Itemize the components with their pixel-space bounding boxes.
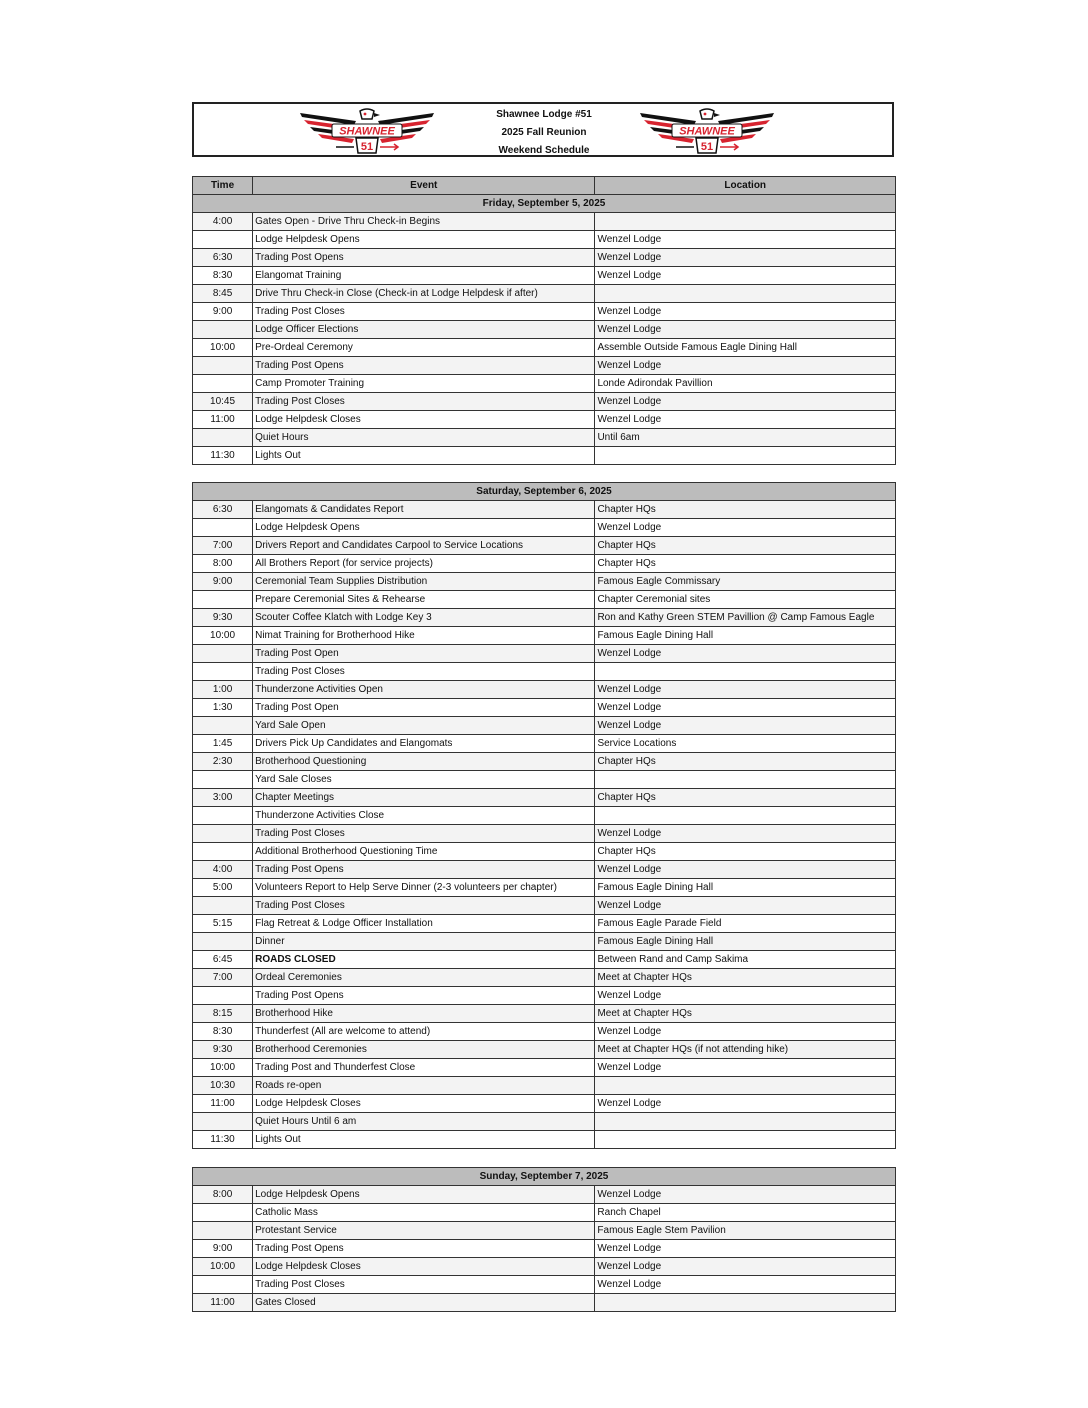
time-cell xyxy=(193,825,253,843)
location-cell xyxy=(595,1113,896,1131)
time-cell: 3:00 xyxy=(193,789,253,807)
time-cell: 9:30 xyxy=(193,609,253,627)
time-cell: 10:45 xyxy=(193,393,253,411)
location-cell: Chapter HQs xyxy=(595,537,896,555)
event-cell: Trading Post Opens xyxy=(253,357,595,375)
event-cell: Roads re-open xyxy=(253,1077,595,1095)
event-cell: Trading Post Closes xyxy=(253,393,595,411)
event-cell: Trading Post Opens xyxy=(253,249,595,267)
event-cell: Lights Out xyxy=(253,1131,595,1149)
schedule-row xyxy=(193,429,896,447)
time-cell xyxy=(193,519,253,537)
event-cell: Trading Post Closes xyxy=(253,897,595,915)
location-cell: Chapter HQs xyxy=(595,555,896,573)
location-cell: Ranch Chapel xyxy=(595,1204,896,1222)
schedule-row xyxy=(193,213,896,231)
location-cell: Chapter HQs xyxy=(595,753,896,771)
location-cell: Wenzel Lodge xyxy=(595,717,896,735)
time-cell: 6:30 xyxy=(193,501,253,519)
location-cell xyxy=(595,447,896,465)
event-cell: ROADS CLOSED xyxy=(253,951,595,969)
time-cell xyxy=(193,1276,253,1294)
schedule-row xyxy=(193,447,896,465)
event-cell: Thunderzone Activities Close xyxy=(253,807,595,825)
event-cell: Elangomats & Candidates Report xyxy=(253,501,595,519)
event-cell: Trading Post Closes xyxy=(253,825,595,843)
schedule-row xyxy=(193,303,896,321)
event-cell: Catholic Mass xyxy=(253,1204,595,1222)
schedule-row xyxy=(193,627,896,645)
location-cell: Famous Eagle Dining Hall xyxy=(595,627,896,645)
time-cell: 11:30 xyxy=(193,1131,253,1149)
location-cell: Wenzel Lodge xyxy=(595,303,896,321)
location-cell: Wenzel Lodge xyxy=(595,357,896,375)
time-cell: 8:00 xyxy=(193,1186,253,1204)
location-cell: Service Locations xyxy=(595,735,896,753)
event-cell: Thunderfest (All are welcome to attend) xyxy=(253,1023,595,1041)
schedule-row xyxy=(193,987,896,1005)
location-cell: Famous Eagle Parade Field xyxy=(595,915,896,933)
event-cell: Flag Retreat & Lodge Officer Installation xyxy=(253,915,595,933)
event-cell: Gates Closed xyxy=(253,1294,595,1312)
time-cell xyxy=(193,357,253,375)
location-cell: Chapter Ceremonial sites xyxy=(595,591,896,609)
location-cell: Between Rand and Camp Sakima xyxy=(595,951,896,969)
schedule-row xyxy=(193,681,896,699)
event-cell: Thunderzone Activities Open xyxy=(253,681,595,699)
location-cell xyxy=(595,1131,896,1149)
schedule-row xyxy=(193,789,896,807)
schedule-row xyxy=(193,555,896,573)
time-cell: 11:30 xyxy=(193,447,253,465)
schedule-row xyxy=(193,1113,896,1131)
logo-text: SHAWNEE xyxy=(339,125,395,138)
time-cell: 5:00 xyxy=(193,879,253,897)
location-cell: Wenzel Lodge xyxy=(595,1276,896,1294)
location-cell: Wenzel Lodge xyxy=(595,1095,896,1113)
event-cell: Yard Sale Open xyxy=(253,717,595,735)
schedule-row xyxy=(193,933,896,951)
event-cell: Nimat Training for Brotherhood Hike xyxy=(253,627,595,645)
schedule-row xyxy=(193,717,896,735)
time-cell xyxy=(193,1204,253,1222)
logo-text: SHAWNEE xyxy=(679,125,735,138)
event-cell: Additional Brotherhood Questioning Time xyxy=(253,843,595,861)
location-cell: Wenzel Lodge xyxy=(595,987,896,1005)
location-cell: Wenzel Lodge xyxy=(595,249,896,267)
location-cell: Wenzel Lodge xyxy=(595,321,896,339)
time-column-header: Time xyxy=(193,177,253,195)
time-cell: 2:30 xyxy=(193,753,253,771)
time-cell: 11:00 xyxy=(193,1095,253,1113)
time-cell xyxy=(193,897,253,915)
time-cell xyxy=(193,645,253,663)
event-cell: Trading Post Closes xyxy=(253,663,595,681)
day-heading: Sunday, September 7, 2025 xyxy=(193,1168,896,1186)
location-cell: Meet at Chapter HQs xyxy=(595,1005,896,1023)
time-cell xyxy=(193,933,253,951)
time-cell: 1:30 xyxy=(193,699,253,717)
event-cell: Lodge Helpdesk Closes xyxy=(253,1258,595,1276)
time-cell: 1:45 xyxy=(193,735,253,753)
time-cell xyxy=(193,771,253,789)
schedule-row xyxy=(193,1023,896,1041)
event-cell: Brotherhood Hike xyxy=(253,1005,595,1023)
time-cell: 8:30 xyxy=(193,267,253,285)
event-cell: Scouter Coffee Klatch with Lodge Key 3 xyxy=(253,609,595,627)
saturday-rows xyxy=(193,483,896,1149)
schedule-row xyxy=(193,231,896,249)
time-cell: 11:00 xyxy=(193,1294,253,1312)
location-cell: Wenzel Lodge xyxy=(595,1023,896,1041)
event-cell: Trading Post Opens xyxy=(253,987,595,1005)
event-cell: Chapter Meetings xyxy=(253,789,595,807)
event-cell: Quiet Hours xyxy=(253,429,595,447)
event-cell: Trading Post Open xyxy=(253,699,595,717)
location-cell: Until 6am xyxy=(595,429,896,447)
logo-number: 51 xyxy=(360,141,374,153)
schedule-row xyxy=(193,1276,896,1294)
event-cell: Brotherhood Ceremonies xyxy=(253,1041,595,1059)
header-line-2: 2025 Fall Reunion xyxy=(501,127,587,138)
schedule-row xyxy=(193,393,896,411)
schedule-row xyxy=(193,1204,896,1222)
day-heading: Friday, September 5, 2025 xyxy=(193,195,896,213)
location-cell: Londe Adirondak Pavillion xyxy=(595,375,896,393)
location-column-header: Location xyxy=(595,177,896,195)
schedule-row xyxy=(193,861,896,879)
schedule-row xyxy=(193,699,896,717)
location-cell xyxy=(595,213,896,231)
event-cell: Drivers Report and Candidates Carpool to Service Locations xyxy=(253,537,595,555)
event-cell: Drivers Pick Up Candidates and Elangomats xyxy=(253,735,595,753)
location-cell: Chapter HQs xyxy=(595,843,896,861)
event-cell: Lodge Helpdesk Opens xyxy=(253,231,595,249)
time-cell: 4:00 xyxy=(193,213,253,231)
event-cell: Trading Post Opens xyxy=(253,1240,595,1258)
schedule-row xyxy=(193,519,896,537)
location-cell xyxy=(595,1077,896,1095)
schedule-row xyxy=(193,357,896,375)
schedule-row xyxy=(193,1059,896,1077)
event-cell: Elangomat Training xyxy=(253,267,595,285)
schedule-row xyxy=(193,339,896,357)
time-cell: 7:00 xyxy=(193,969,253,987)
header-title-block xyxy=(464,106,624,160)
time-cell: 10:00 xyxy=(193,339,253,357)
time-cell: 6:45 xyxy=(193,951,253,969)
time-cell xyxy=(193,375,253,393)
time-cell xyxy=(193,717,253,735)
location-cell: Wenzel Lodge xyxy=(595,519,896,537)
schedule-row xyxy=(193,807,896,825)
schedule-row xyxy=(193,609,896,627)
location-cell: Famous Eagle Dining Hall xyxy=(595,933,896,951)
time-cell: 1:00 xyxy=(193,681,253,699)
schedule-row xyxy=(193,285,896,303)
time-cell: 9:00 xyxy=(193,1240,253,1258)
event-cell: Quiet Hours Until 6 am xyxy=(253,1113,595,1131)
time-cell: 9:00 xyxy=(193,573,253,591)
event-cell: Drive Thru Check-in Close (Check-in at Lodge Helpdesk if after) xyxy=(253,285,595,303)
event-cell: All Brothers Report (for service projects) xyxy=(253,555,595,573)
event-cell: Trading Post Opens xyxy=(253,861,595,879)
column-header-row xyxy=(193,177,896,195)
time-cell: 11:00 xyxy=(193,411,253,429)
event-column-header: Event xyxy=(253,177,595,195)
event-cell: Camp Promoter Training xyxy=(253,375,595,393)
day-heading: Saturday, September 6, 2025 xyxy=(193,483,896,501)
location-cell: Wenzel Lodge xyxy=(595,861,896,879)
event-cell: Pre-Ordeal Ceremony xyxy=(253,339,595,357)
location-cell: Wenzel Lodge xyxy=(595,267,896,285)
schedule-row xyxy=(193,1077,896,1095)
location-cell: Wenzel Lodge xyxy=(595,699,896,717)
schedule-row xyxy=(193,267,896,285)
time-cell: 7:00 xyxy=(193,537,253,555)
time-cell xyxy=(193,231,253,249)
schedule-row xyxy=(193,879,896,897)
friday-schedule-table xyxy=(192,176,896,465)
schedule-row xyxy=(193,1222,896,1240)
location-cell: Ron and Kathy Green STEM Pavillion @ Camp Famous Eagle xyxy=(595,609,896,627)
time-cell: 10:00 xyxy=(193,627,253,645)
schedule-row xyxy=(193,951,896,969)
time-cell xyxy=(193,843,253,861)
location-cell: Chapter HQs xyxy=(595,789,896,807)
event-cell: Lodge Helpdesk Closes xyxy=(253,411,595,429)
event-cell: Trading Post Open xyxy=(253,645,595,663)
time-cell: 10:00 xyxy=(193,1258,253,1276)
location-cell: Wenzel Lodge xyxy=(595,1240,896,1258)
time-cell: 6:30 xyxy=(193,249,253,267)
schedule-row xyxy=(193,249,896,267)
schedule-row xyxy=(193,843,896,861)
friday-rows xyxy=(193,195,896,465)
location-cell: Wenzel Lodge xyxy=(595,1059,896,1077)
schedule-row xyxy=(193,825,896,843)
sunday-rows xyxy=(193,1168,896,1312)
sunday-schedule-table xyxy=(192,1167,896,1312)
event-cell: Lodge Helpdesk Opens xyxy=(253,519,595,537)
time-cell xyxy=(193,591,253,609)
schedule-row xyxy=(193,1131,896,1149)
schedule-row xyxy=(193,537,896,555)
event-cell: Trading Post and Thunderfest Close xyxy=(253,1059,595,1077)
time-cell xyxy=(193,663,253,681)
schedule-row xyxy=(193,969,896,987)
schedule-row xyxy=(193,573,896,591)
location-cell: Wenzel Lodge xyxy=(595,825,896,843)
location-cell: Famous Eagle Dining Hall xyxy=(595,879,896,897)
time-cell: 9:30 xyxy=(193,1041,253,1059)
schedule-row xyxy=(193,645,896,663)
location-cell: Meet at Chapter HQs xyxy=(595,969,896,987)
time-cell: 10:00 xyxy=(193,1059,253,1077)
location-cell: Wenzel Lodge xyxy=(595,393,896,411)
location-cell: Wenzel Lodge xyxy=(595,681,896,699)
location-cell xyxy=(595,807,896,825)
schedule-row xyxy=(193,1095,896,1113)
header-line-3: Weekend Schedule xyxy=(498,145,590,156)
shawnee-eagle-logo xyxy=(638,107,776,155)
time-cell: 10:30 xyxy=(193,1077,253,1095)
location-cell: Wenzel Lodge xyxy=(595,897,896,915)
time-cell: 8:30 xyxy=(193,1023,253,1041)
event-cell: Trading Post Closes xyxy=(253,1276,595,1294)
event-cell: Ordeal Ceremonies xyxy=(253,969,595,987)
schedule-row xyxy=(193,663,896,681)
event-cell: Lodge Helpdesk Opens xyxy=(253,1186,595,1204)
header-line-1: Shawnee Lodge #51 xyxy=(496,109,592,120)
event-cell: Yard Sale Closes xyxy=(253,771,595,789)
time-cell xyxy=(193,1113,253,1131)
event-cell: Ceremonial Team Supplies Distribution xyxy=(253,573,595,591)
schedule-row xyxy=(193,1041,896,1059)
event-cell: Trading Post Closes xyxy=(253,303,595,321)
event-cell: Brotherhood Questioning xyxy=(253,753,595,771)
shawnee-eagle-logo xyxy=(298,107,436,155)
schedule-row xyxy=(193,1005,896,1023)
schedule-header xyxy=(192,102,894,157)
time-cell: 8:00 xyxy=(193,555,253,573)
saturday-schedule-table xyxy=(192,482,896,1149)
location-cell: Wenzel Lodge xyxy=(595,1186,896,1204)
time-cell: 8:15 xyxy=(193,1005,253,1023)
location-cell: Wenzel Lodge xyxy=(595,231,896,249)
time-cell: 8:45 xyxy=(193,285,253,303)
schedule-row xyxy=(193,591,896,609)
time-cell xyxy=(193,321,253,339)
location-cell: Meet at Chapter HQs (if not attending hike) xyxy=(595,1041,896,1059)
event-cell: Lights Out xyxy=(253,447,595,465)
time-cell: 4:00 xyxy=(193,861,253,879)
event-cell: Volunteers Report to Help Serve Dinner (2-3 volunteers per chapter) xyxy=(253,879,595,897)
event-cell: Lodge Officer Elections xyxy=(253,321,595,339)
location-cell: Assemble Outside Famous Eagle Dining Hall xyxy=(595,339,896,357)
schedule-row xyxy=(193,771,896,789)
location-cell xyxy=(595,663,896,681)
logo-number: 51 xyxy=(700,141,714,153)
location-cell xyxy=(595,771,896,789)
location-cell xyxy=(595,285,896,303)
schedule-row xyxy=(193,1186,896,1204)
event-cell: Protestant Service xyxy=(253,1222,595,1240)
time-cell: 5:15 xyxy=(193,915,253,933)
event-cell: Dinner xyxy=(253,933,595,951)
location-cell: Famous Eagle Stem Pavilion xyxy=(595,1222,896,1240)
schedule-row xyxy=(193,375,896,393)
time-cell xyxy=(193,429,253,447)
schedule-row xyxy=(193,1258,896,1276)
location-cell: Famous Eagle Commissary xyxy=(595,573,896,591)
location-cell: Wenzel Lodge xyxy=(595,411,896,429)
time-cell: 9:00 xyxy=(193,303,253,321)
event-cell: Prepare Ceremonial Sites & Rehearse xyxy=(253,591,595,609)
event-cell: Gates Open - Drive Thru Check-in Begins xyxy=(253,213,595,231)
location-cell: Wenzel Lodge xyxy=(595,1258,896,1276)
schedule-row xyxy=(193,1294,896,1312)
location-cell: Chapter HQs xyxy=(595,501,896,519)
schedule-row xyxy=(193,897,896,915)
schedule-row xyxy=(193,735,896,753)
location-cell xyxy=(595,1294,896,1312)
time-cell xyxy=(193,987,253,1005)
event-cell: Lodge Helpdesk Closes xyxy=(253,1095,595,1113)
schedule-row xyxy=(193,915,896,933)
location-cell: Wenzel Lodge xyxy=(595,645,896,663)
schedule-row xyxy=(193,1240,896,1258)
schedule-row xyxy=(193,753,896,771)
schedule-row xyxy=(193,501,896,519)
time-cell xyxy=(193,1222,253,1240)
schedule-row xyxy=(193,411,896,429)
time-cell xyxy=(193,807,253,825)
schedule-row xyxy=(193,321,896,339)
